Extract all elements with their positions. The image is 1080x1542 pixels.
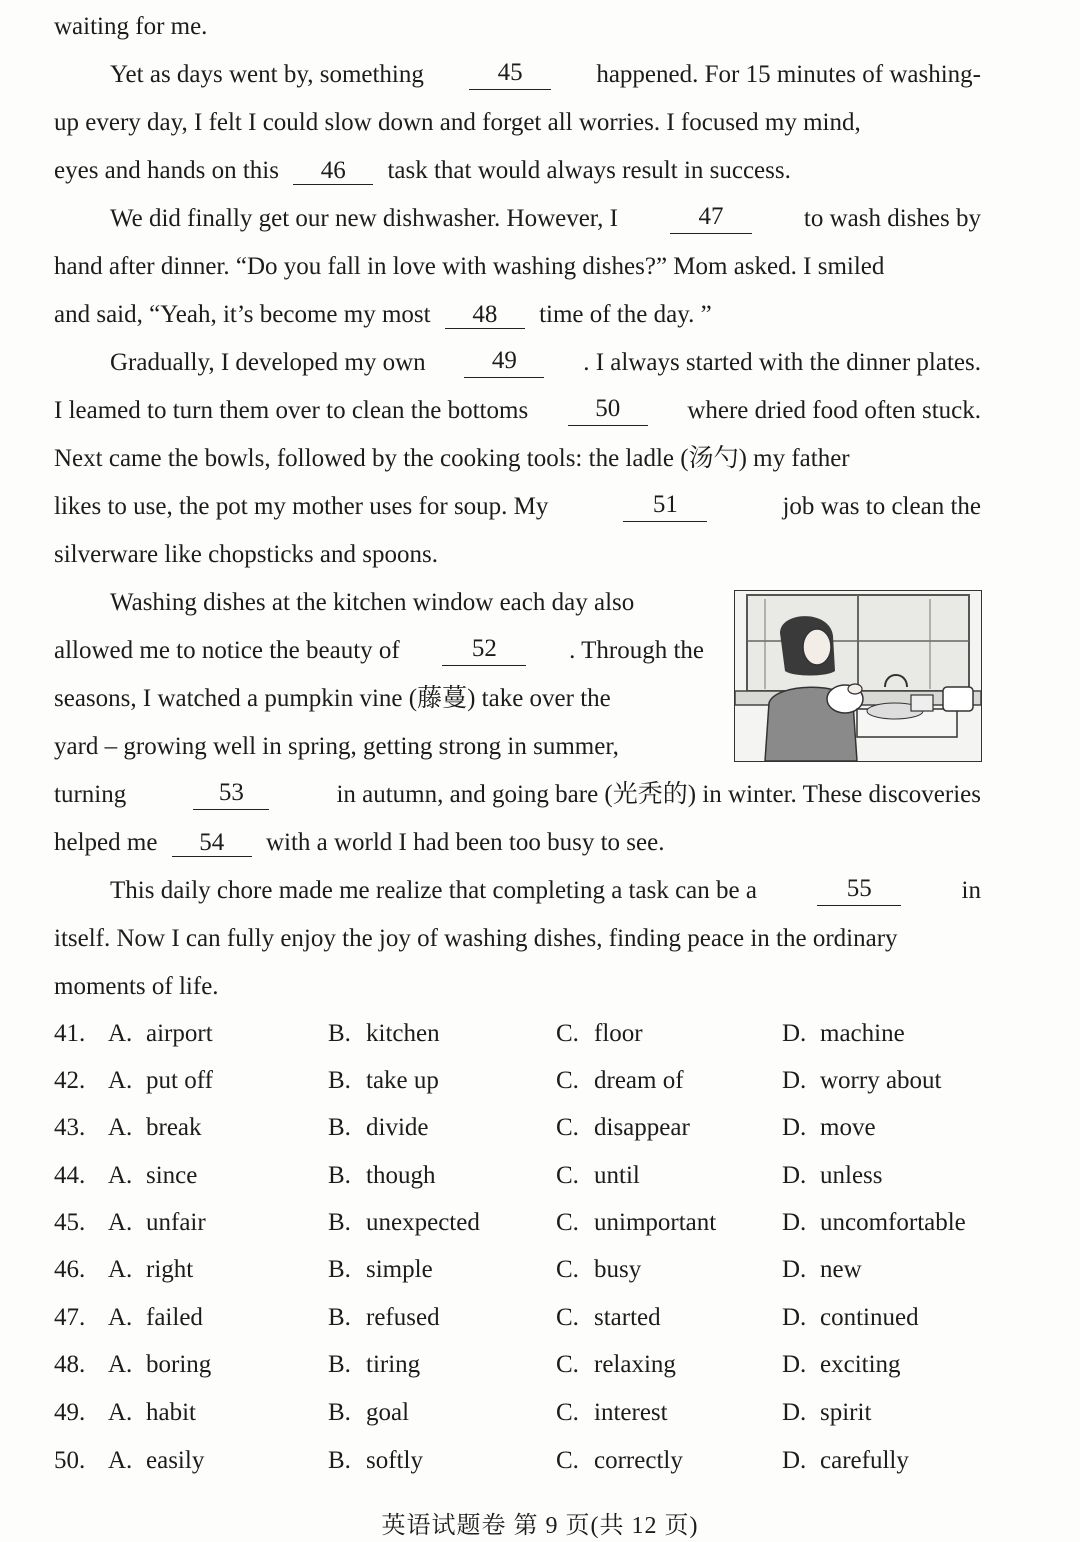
passage-line: We did finally get our new dishwasher. However, I 47 to wash dishes by	[110, 203, 981, 232]
question-number: 44.	[54, 1162, 86, 1189]
answer-blank-51: 51	[623, 492, 707, 522]
answer-blank-54: 54	[172, 830, 252, 857]
passage-line: Yet as days went by, something 45 happened. For 15 minutes of washing-	[110, 59, 981, 88]
option-b[interactable]: B. though	[328, 1162, 436, 1189]
option-d[interactable]: D. move	[782, 1114, 876, 1141]
option-a[interactable]: A. right	[108, 1256, 194, 1283]
option-a[interactable]: A. boring	[108, 1351, 212, 1378]
option-b[interactable]: B. simple	[328, 1256, 433, 1283]
option-c[interactable]: C. interest	[556, 1399, 668, 1426]
option-d[interactable]: D. exciting	[782, 1351, 901, 1378]
question-number: 50.	[54, 1447, 86, 1474]
girl-washing-dishes-image	[735, 591, 981, 761]
option-b[interactable]: B. unexpected	[328, 1209, 480, 1236]
passage-line: allowed me to notice the beauty of 52 . Through the	[54, 635, 704, 664]
passage-line: yard – growing well in spring, getting strong in summer,	[54, 733, 619, 760]
option-b[interactable]: B. goal	[328, 1399, 410, 1426]
passage-line: waiting for me.	[54, 13, 208, 40]
option-a[interactable]: A. break	[108, 1114, 202, 1141]
option-c[interactable]: C. floor	[556, 1020, 643, 1047]
option-d[interactable]: D. new	[782, 1256, 862, 1283]
passage-line: eyes and hands on this 46 task that would always result in success.	[54, 157, 791, 184]
passage-line: seasons, I watched a pumpkin vine (藤蔓) take over the	[54, 685, 611, 712]
passage-line: turning 53 in autumn, and going bare (光秃的) in winter. These discoveries	[54, 779, 981, 808]
passage-line: Washing dishes at the kitchen window each day also	[110, 589, 635, 616]
option-b[interactable]: B. refused	[328, 1304, 440, 1331]
option-d[interactable]: D. unless	[782, 1162, 883, 1189]
washing-dishes-illustration	[734, 590, 982, 762]
option-d[interactable]: D. carefully	[782, 1447, 909, 1474]
option-b[interactable]: B. take up	[328, 1067, 439, 1094]
option-d[interactable]: D. continued	[782, 1304, 919, 1331]
option-a[interactable]: A. put off	[108, 1067, 213, 1094]
passage-line: moments of life.	[54, 973, 219, 1000]
option-b[interactable]: B. divide	[328, 1114, 429, 1141]
option-d[interactable]: D. worry about	[782, 1067, 942, 1094]
answer-blank-47: 47	[670, 204, 752, 234]
answer-blank-49: 49	[464, 348, 544, 378]
option-b[interactable]: B. softly	[328, 1447, 423, 1474]
option-a[interactable]: A. airport	[108, 1020, 213, 1047]
passage-line: hand after dinner. “Do you fall in love with washing dishes?” Mom asked. I smiled	[54, 253, 885, 280]
passage-line: This daily chore made me realize that completing a task can be a 55 in	[110, 875, 981, 904]
passage-line: up every day, I felt I could slow down and forget all worries. I focused my mind,	[54, 109, 861, 136]
passage-line: Gradually, I developed my own 49 . I always started with the dinner plates.	[110, 347, 981, 376]
question-number: 48.	[54, 1351, 86, 1378]
answer-blank-52: 52	[442, 636, 526, 666]
option-d[interactable]: D. spirit	[782, 1399, 872, 1426]
answer-blank-45: 45	[469, 60, 551, 90]
passage-line: itself. Now I can fully enjoy the joy of washing dishes, finding peace in the ordinary	[54, 925, 898, 952]
option-c[interactable]: C. correctly	[556, 1447, 683, 1474]
option-c[interactable]: C. started	[556, 1304, 661, 1331]
option-a[interactable]: A. habit	[108, 1399, 196, 1426]
answer-blank-48: 48	[445, 302, 525, 329]
option-d[interactable]: D. machine	[782, 1020, 905, 1047]
answer-blank-55: 55	[817, 876, 901, 906]
question-number: 49.	[54, 1399, 86, 1426]
option-c[interactable]: C. dream of	[556, 1067, 684, 1094]
option-c[interactable]: C. busy	[556, 1256, 642, 1283]
option-a[interactable]: A. since	[108, 1162, 198, 1189]
answer-blank-50: 50	[568, 396, 648, 426]
question-number: 45.	[54, 1209, 86, 1236]
question-number: 41.	[54, 1020, 86, 1047]
option-a[interactable]: A. easily	[108, 1447, 205, 1474]
option-a[interactable]: A. failed	[108, 1304, 203, 1331]
passage-line: likes to use, the pot my mother uses for soup. My 51 job was to clean the	[54, 491, 981, 520]
option-c[interactable]: C. until	[556, 1162, 640, 1189]
option-b[interactable]: B. tiring	[328, 1351, 421, 1378]
question-number: 47.	[54, 1304, 86, 1331]
passage-line: I leamed to turn them over to clean the bottoms 50 where dried food often stuck.	[54, 395, 981, 424]
option-a[interactable]: A. unfair	[108, 1209, 206, 1236]
passage-line: helped me 54 with a world I had been too busy to see.	[54, 829, 665, 856]
option-d[interactable]: D. uncomfortable	[782, 1209, 966, 1236]
passage-line: silverware like chopsticks and spoons.	[54, 541, 438, 568]
option-c[interactable]: C. disappear	[556, 1114, 690, 1141]
passage-line: and said, “Yeah, it’s become my most 48 time of the day. ”	[54, 301, 712, 328]
answer-blank-46: 46	[293, 158, 373, 185]
option-c[interactable]: C. unimportant	[556, 1209, 717, 1236]
option-c[interactable]: C. relaxing	[556, 1351, 676, 1378]
answer-blank-53: 53	[193, 780, 269, 810]
question-number: 43.	[54, 1114, 86, 1141]
page-footer: 英语试题卷 第 9 页(共 12 页)	[381, 1513, 699, 1539]
option-b[interactable]: B. kitchen	[328, 1020, 440, 1047]
question-number: 42.	[54, 1067, 86, 1094]
passage-line: Next came the bowls, followed by the cooking tools: the ladle (汤勺) my father	[54, 445, 850, 472]
question-number: 46.	[54, 1256, 86, 1283]
